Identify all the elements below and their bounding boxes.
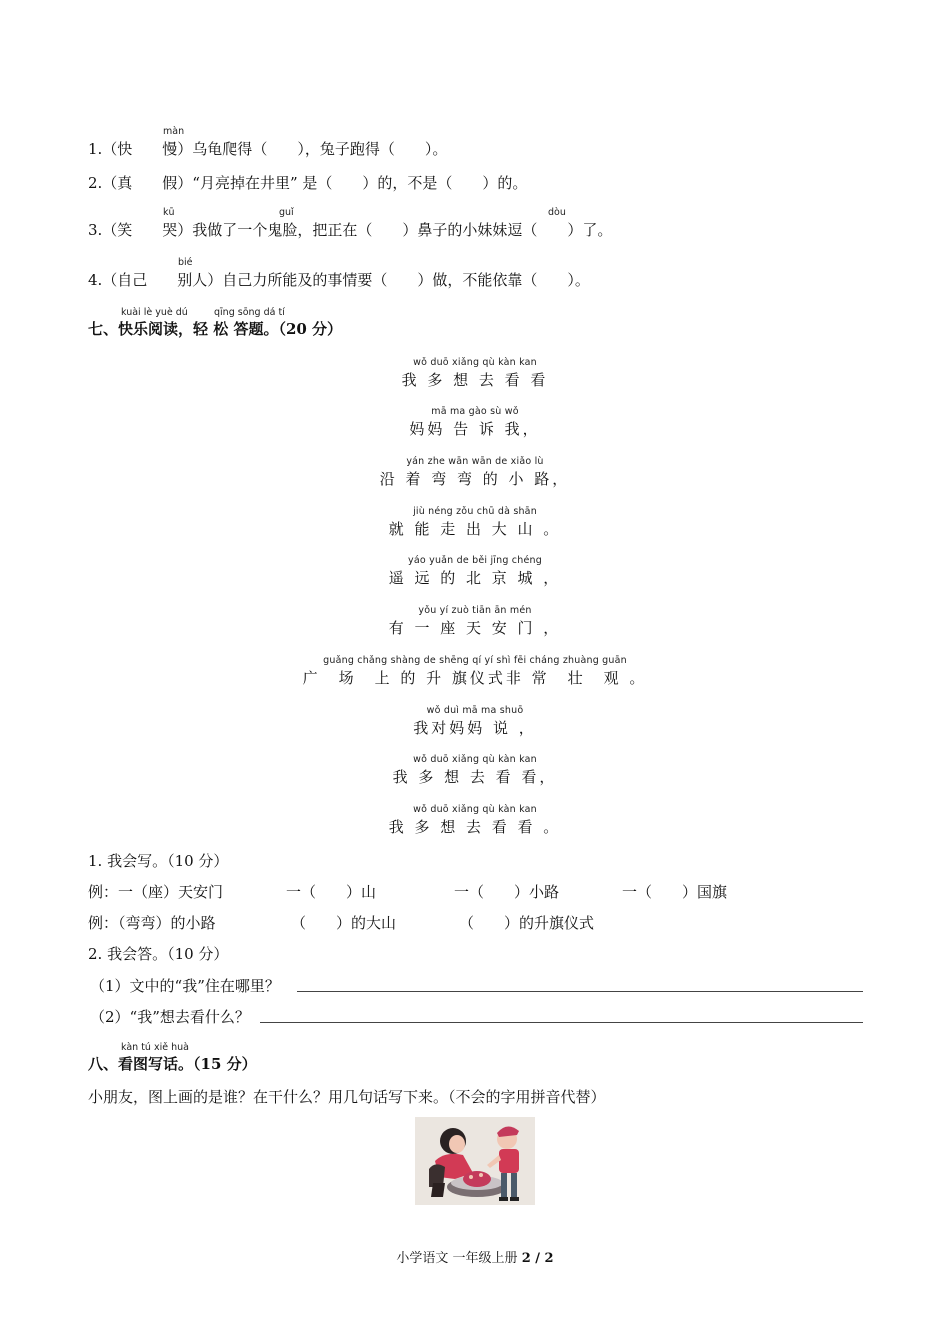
section7-pinyin-b: qīng sōng dá tí xyxy=(214,307,285,318)
poem-pinyin: jiù néng zǒu chū dà shān xyxy=(413,506,537,517)
section8-title: 八、看图写话。（15 分） xyxy=(88,1055,257,1073)
poem-line-6 xyxy=(0,605,950,638)
footer xyxy=(0,1247,950,1266)
poem-line-7 xyxy=(0,655,950,688)
poem-pinyin: yán zhe wān wān de xiǎo lù xyxy=(406,456,544,467)
poem-line-5 xyxy=(0,555,950,588)
poem-pinyin: wǒ duō xiǎng qù kàn kan xyxy=(413,357,537,368)
q7-2-sub-1: （1）文中的“我”住在哪里？ xyxy=(90,977,280,995)
q7-1-blank-big-mountain: （ ）的大山 xyxy=(291,914,397,932)
q7-1-title: 1. 我会写。（10 分） xyxy=(88,852,229,870)
poem-line-8 xyxy=(0,705,950,738)
poem-pinyin: guǎng chǎng shàng de shēng qí yí shì fēi cháng zhuàng guān xyxy=(323,655,627,666)
poem-text: 就 能 走 出 大 山 。 xyxy=(388,520,562,538)
pinyin-man: màn xyxy=(163,126,185,137)
footer-text: 小学语文 一年级上册 xyxy=(396,1251,518,1266)
q7-1-blank-ceremony: （ ）的升旗仪式 xyxy=(459,914,595,932)
poem-pinyin: yǒu yí zuò tiān ān mén xyxy=(418,605,532,616)
poem-text: 我对妈妈 说 ， xyxy=(413,719,537,737)
q6-item-3: 3.（笑 哭）我做了一个鬼脸，把正在（ ）鼻子的小妹妹逗（ ）了。 xyxy=(88,221,613,239)
poem-line-10 xyxy=(0,804,950,837)
section8-pinyin: kàn tú xiě huà xyxy=(121,1042,189,1053)
q7-1-blank-road: 一（ ）小路 xyxy=(454,883,560,901)
poem-pinyin: mā ma gào sù wǒ xyxy=(431,406,519,417)
poem-text: 沿 着 弯 弯 的 小 路， xyxy=(379,470,571,488)
q7-2-title: 2. 我会答。（10 分） xyxy=(88,945,229,963)
poem-text: 我 多 想 去 看 看 。 xyxy=(388,818,562,836)
poem-text: 我 多 想 去 看 看， xyxy=(392,768,558,786)
poem-line-2 xyxy=(0,406,950,439)
q7-1-example-1: 例：一（座）天安门 xyxy=(88,883,224,901)
poem-pinyin: wǒ duō xiǎng qù kàn kan xyxy=(413,804,537,815)
q6-item-1: 1.（快 慢）乌龟爬得（ ），兔子跑得（ ）。 xyxy=(88,140,448,158)
poem-line-9 xyxy=(0,754,950,787)
poem-line-3 xyxy=(0,456,950,489)
pinyin-dou: dòu xyxy=(548,207,566,218)
picture-illustration xyxy=(415,1117,535,1205)
poem-pinyin: wǒ duō xiǎng qù kàn kan xyxy=(413,754,537,765)
children-washing-illustration xyxy=(415,1117,535,1205)
answer-line-1[interactable] xyxy=(297,991,863,992)
section8-prompt: 小朋友，图上画的是谁？在干什么？用几句话写下来。（不会的字用拼音代替） xyxy=(88,1088,606,1106)
section7-title: 七、快乐阅读，轻 松 答题。（20 分） xyxy=(88,320,343,338)
q7-1-blank-flag: 一（ ）国旗 xyxy=(622,883,728,901)
q7-1-blank-mountain: 一（ ）山 xyxy=(286,883,377,901)
poem-text: 妈妈 告 诉 我， xyxy=(409,420,541,438)
q6-item-2: 2.（真 假）“月亮掉在井里” 是（ ）的，不是（ ）的。 xyxy=(88,174,528,192)
poem-text: 我 多 想 去 看 看 xyxy=(401,371,549,389)
pinyin-bie: bié xyxy=(178,257,193,268)
page-number: 2 / 2 xyxy=(521,1251,554,1266)
poem-pinyin: wǒ duì mā ma shuō xyxy=(426,705,524,716)
poem-text: 遥 远 的 北 京 城 ， xyxy=(388,569,562,587)
poem-pinyin: yáo yuǎn de běi jīng chéng xyxy=(408,555,542,566)
pinyin-gui: guǐ xyxy=(279,207,294,218)
pinyin-ku: kū xyxy=(163,207,175,218)
q7-2-sub-2: （2）“我”想去看什么？ xyxy=(90,1008,250,1026)
section7-pinyin-a: kuài lè yuè dú xyxy=(121,307,188,318)
q6-item-4: 4.（自己 别人）自己力所能及的事情要（ ）做，不能依靠（ ）。 xyxy=(88,271,590,289)
q7-1-example-2: 例：（弯弯）的小路 xyxy=(88,914,216,932)
poem-text: 广 场 上 的 升 旗仪式非 常 壮 观 。 xyxy=(302,669,648,687)
poem-text: 有 一 座 天 安 门 ， xyxy=(388,619,562,637)
answer-line-2[interactable] xyxy=(260,1022,863,1023)
poem-line-1 xyxy=(0,357,950,390)
poem-line-4 xyxy=(0,506,950,539)
